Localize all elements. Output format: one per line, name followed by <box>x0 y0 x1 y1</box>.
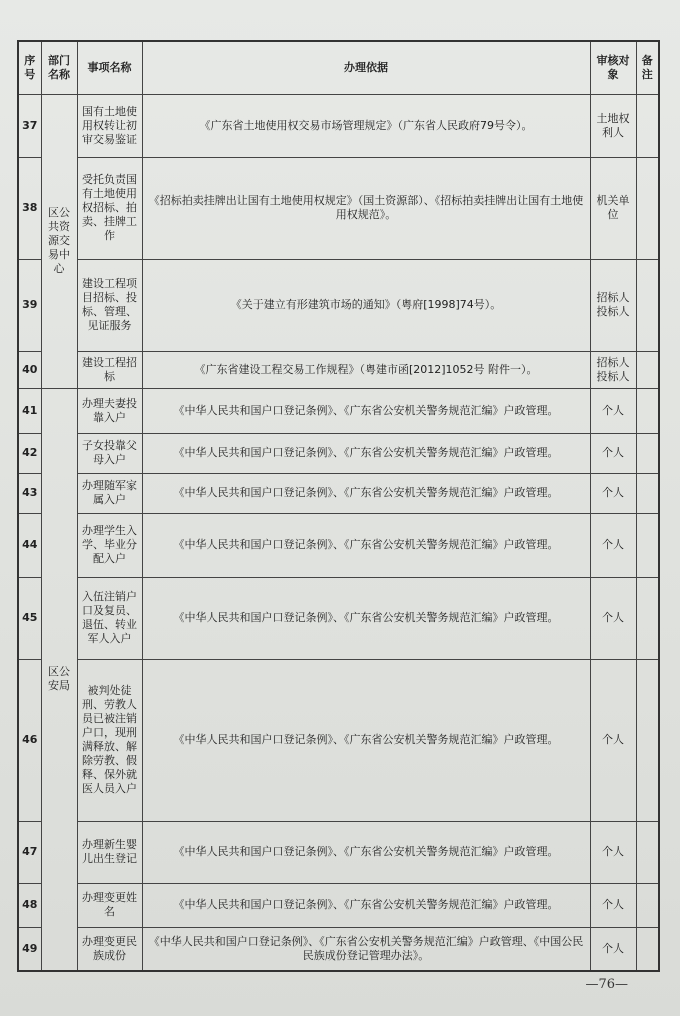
subject-cell: 个人 <box>590 388 636 433</box>
basis-text: 《中华人民共和国户口登记条例》、《广东省公安机关警务规范汇编》户政管理。 <box>142 433 590 473</box>
note-cell <box>636 659 659 821</box>
table-row <box>18 473 659 513</box>
table-row <box>18 259 659 351</box>
basis-text: 《招标拍卖挂牌出让国有土地使用权规定》（国土资源部）、《招标拍卖挂牌出让国有土地使用权规范》。 <box>142 157 590 259</box>
subject-cell: 个人 <box>590 433 636 473</box>
basis-text: 《中华人民共和国户口登记条例》、《广东省公安机关警务规范汇编》户政管理。 <box>142 513 590 577</box>
row-number: 38 <box>18 157 41 259</box>
header-dept: 部门名称 <box>41 41 77 94</box>
row-number: 39 <box>18 259 41 351</box>
row-number: 47 <box>18 821 41 883</box>
row-number: 49 <box>18 927 41 971</box>
table-row <box>18 927 659 971</box>
row-number: 46 <box>18 659 41 821</box>
page-number: —76— <box>585 977 628 992</box>
item-name: 被判处徒刑、劳教人员已被注销户口，现刑满释放、解除劳教、假释、保外就医人员入户 <box>77 659 142 821</box>
note-cell <box>636 259 659 351</box>
table-row <box>18 157 659 259</box>
item-name: 办理新生婴儿出生登记 <box>77 821 142 883</box>
item-name: 建设工程项目招标、投标、管理、见证服务 <box>77 259 142 351</box>
note-cell <box>636 473 659 513</box>
note-cell <box>636 883 659 927</box>
matters-table <box>17 40 660 972</box>
header-subject: 审核对象 <box>590 41 636 94</box>
subject-cell: 个人 <box>590 927 636 971</box>
row-number: 44 <box>18 513 41 577</box>
subject-cell: 个人 <box>590 577 636 659</box>
subject-cell: 个人 <box>590 659 636 821</box>
item-name: 办理变更姓名 <box>77 883 142 927</box>
item-name: 办理学生入学、毕业分配入户 <box>77 513 142 577</box>
row-number: 43 <box>18 473 41 513</box>
table-row <box>18 883 659 927</box>
basis-text: 《中华人民共和国户口登记条例》、《广东省公安机关警务规范汇编》户政管理。 <box>142 659 590 821</box>
department-cell: 区公安局 <box>41 388 77 971</box>
basis-text: 《广东省建设工程交易工作规程》（粤建市函[2012]1052号 附件一）。 <box>142 351 590 388</box>
row-number: 45 <box>18 577 41 659</box>
basis-text: 《中华人民共和国户口登记条例》、《广东省公安机关警务规范汇编》户政管理。 <box>142 473 590 513</box>
note-cell <box>636 433 659 473</box>
note-cell <box>636 351 659 388</box>
table-row <box>18 433 659 473</box>
basis-text: 《中华人民共和国户口登记条例》、《广东省公安机关警务规范汇编》户政管理。 <box>142 577 590 659</box>
subject-cell: 招标人投标人 <box>590 351 636 388</box>
table-row <box>18 659 659 821</box>
subject-cell: 个人 <box>590 883 636 927</box>
note-cell <box>636 157 659 259</box>
header-seq: 序号 <box>18 41 41 94</box>
header-note: 备注 <box>636 41 659 94</box>
item-name: 国有土地使用权转让初审交易鉴证 <box>77 94 142 157</box>
item-name: 受托负责国有土地使用权招标、拍卖、挂牌工作 <box>77 157 142 259</box>
subject-cell: 个人 <box>590 513 636 577</box>
basis-text: 《中华人民共和国户口登记条例》、《广东省公安机关警务规范汇编》户政管理。 <box>142 388 590 433</box>
table-row <box>18 821 659 883</box>
note-cell <box>636 94 659 157</box>
subject-cell: 土地权利人 <box>590 94 636 157</box>
row-number: 40 <box>18 351 41 388</box>
table-row <box>18 94 659 157</box>
table-row <box>18 577 659 659</box>
row-number: 41 <box>18 388 41 433</box>
row-number: 48 <box>18 883 41 927</box>
table-header-row <box>18 41 659 94</box>
subject-cell: 机关单位 <box>590 157 636 259</box>
item-name: 办理随军家属入户 <box>77 473 142 513</box>
department-cell: 区公共资源交易中心 <box>41 94 77 388</box>
table-row <box>18 388 659 433</box>
note-cell <box>636 513 659 577</box>
note-cell <box>636 388 659 433</box>
item-name: 入伍注销户口及复员、退伍、转业军人入户 <box>77 577 142 659</box>
item-name: 办理夫妻投靠入户 <box>77 388 142 433</box>
row-number: 37 <box>18 94 41 157</box>
basis-text: 《关于建立有形建筑市场的通知》（粤府[1998]74号）。 <box>142 259 590 351</box>
subject-cell: 招标人投标人 <box>590 259 636 351</box>
note-cell <box>636 927 659 971</box>
header-basis: 办理依据 <box>142 41 590 94</box>
item-name: 建设工程招标 <box>77 351 142 388</box>
note-cell <box>636 577 659 659</box>
table-row <box>18 513 659 577</box>
header-item: 事项名称 <box>77 41 142 94</box>
basis-text: 《中华人民共和国户口登记条例》、《广东省公安机关警务规范汇编》户政管理。 <box>142 821 590 883</box>
basis-text: 《中华人民共和国户口登记条例》、《广东省公安机关警务规范汇编》户政管理、《中国公民民族成份登记管理办法》。 <box>142 927 590 971</box>
subject-cell: 个人 <box>590 473 636 513</box>
row-number: 42 <box>18 433 41 473</box>
item-name: 办理变更民族成份 <box>77 927 142 971</box>
subject-cell: 个人 <box>590 821 636 883</box>
table-row <box>18 351 659 388</box>
basis-text: 《中华人民共和国户口登记条例》、《广东省公安机关警务规范汇编》户政管理。 <box>142 883 590 927</box>
item-name: 子女投靠父母入户 <box>77 433 142 473</box>
basis-text: 《广东省土地使用权交易市场管理规定》（广东省人民政府79号令）。 <box>142 94 590 157</box>
note-cell <box>636 821 659 883</box>
